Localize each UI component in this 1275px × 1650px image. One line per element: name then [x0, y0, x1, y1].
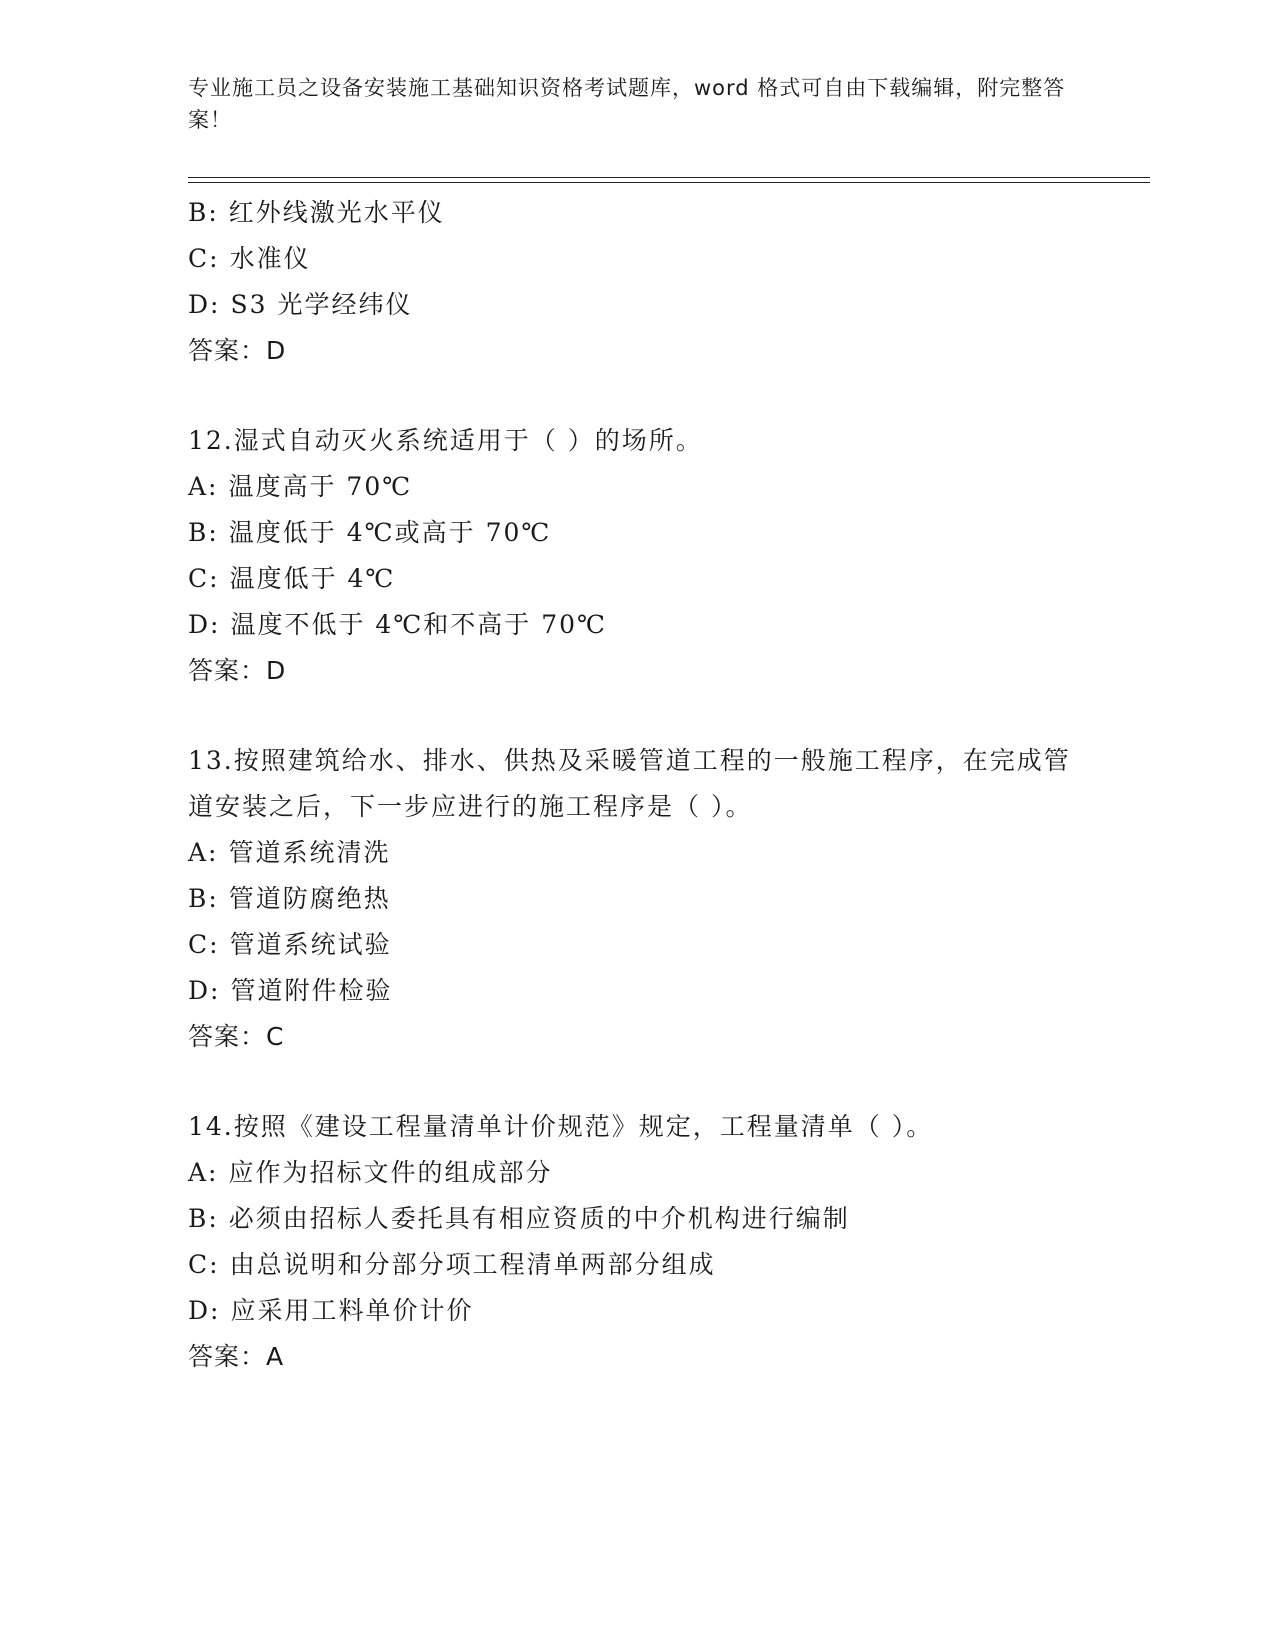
- option-d: [188, 968, 1088, 1014]
- option-letter: B:: [188, 518, 219, 547]
- option-text: 管道附件检验: [230, 976, 393, 1005]
- option-letter: D:: [188, 290, 221, 319]
- option-d: [188, 282, 1088, 328]
- question-text: 14.按照《建设工程量清单计价规范》规定，工程量清单（ ）。: [188, 1112, 934, 1141]
- option-b: [188, 1196, 1088, 1242]
- question-12: [188, 418, 1088, 694]
- question-14: [188, 1104, 1088, 1380]
- option-text: 必须由招标人委托具有相应资质的中介机构进行编制: [228, 1204, 850, 1233]
- option-b: [188, 876, 1088, 922]
- option-letter: C:: [188, 930, 220, 959]
- option-text: 应作为招标文件的组成部分: [228, 1158, 553, 1187]
- option-text: 红外线激光水平仪: [228, 198, 445, 227]
- option-b: [188, 510, 1088, 556]
- document-header: 专业施工员之设备安装施工基础知识资格考试题库，word 格式可自由下载编辑，附完整答案！: [188, 76, 1066, 132]
- option-text: 管道防腐绝热: [228, 884, 391, 913]
- option-d: [188, 602, 1088, 648]
- header-divider-bottom: [188, 182, 1150, 183]
- option-text: 温度不低于 4℃和不高于 70℃: [230, 610, 608, 639]
- option-letter: D:: [188, 976, 221, 1005]
- option-text: 温度高于 70℃: [228, 472, 413, 501]
- option-letter: B:: [188, 1204, 219, 1233]
- option-letter: A:: [188, 1158, 219, 1187]
- question-13: [188, 738, 1088, 1060]
- option-a: [188, 830, 1088, 876]
- answer-line: 答案：C: [188, 1022, 285, 1051]
- option-text: 管道系统试验: [229, 930, 392, 959]
- option-text: 水准仪: [229, 244, 311, 273]
- option-letter: A:: [188, 472, 219, 501]
- option-c: [188, 1242, 1088, 1288]
- option-letter: C:: [188, 1250, 220, 1279]
- option-c: [188, 236, 1088, 282]
- question-text: 12.湿式自动灭火系统适用于（ ）的场所。: [188, 426, 703, 455]
- option-letter: A:: [188, 838, 219, 867]
- option-text: 由总说明和分部分项工程清单两部分组成: [229, 1250, 716, 1279]
- answer-line: 答案：D: [188, 336, 287, 365]
- option-a: [188, 1150, 1088, 1196]
- answer-line: 答案：D: [188, 656, 287, 685]
- option-letter: D:: [188, 610, 221, 639]
- option-letter: D:: [188, 1296, 221, 1325]
- option-text: 管道系统清洗: [228, 838, 391, 867]
- option-d: [188, 1288, 1088, 1334]
- answer-line: 答案：A: [188, 1342, 285, 1371]
- option-b: [188, 190, 1088, 236]
- option-letter: C:: [188, 244, 220, 273]
- option-letter: C:: [188, 564, 220, 593]
- option-c: [188, 922, 1088, 968]
- option-a: [188, 464, 1088, 510]
- option-text: 温度低于 4℃或高于 70℃: [228, 518, 552, 547]
- partial-question: [188, 190, 1088, 374]
- option-c: [188, 556, 1088, 602]
- question-text: 13.按照建筑给水、排水、供热及采暖管道工程的一般施工程序，在完成管道安装之后，下一步应进行的施工程序是（ ）。: [188, 746, 1071, 821]
- option-letter: B:: [188, 198, 219, 227]
- option-letter: B:: [188, 884, 219, 913]
- option-text: 温度低于 4℃: [229, 564, 396, 593]
- question-list: [188, 190, 1088, 1380]
- option-text: 应采用工料单价计价: [230, 1296, 474, 1325]
- header-divider-top: [188, 177, 1150, 178]
- option-text: S3 光学经纬仪: [230, 290, 413, 319]
